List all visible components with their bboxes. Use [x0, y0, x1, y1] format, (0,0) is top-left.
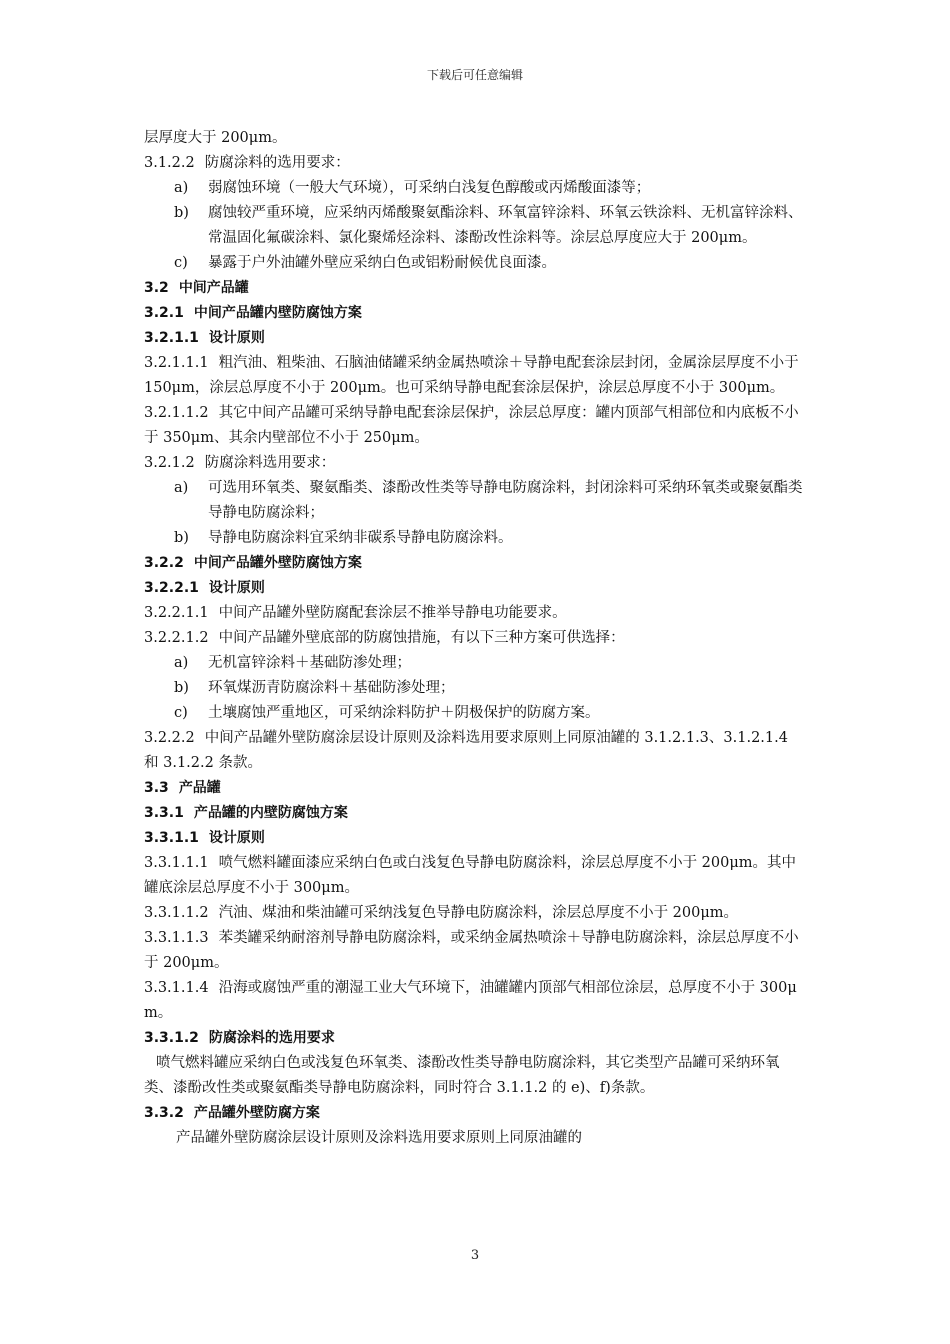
clause-text: 粗汽油、粗柴油、石脑油储罐采纳金属热喷涂＋导静电配套涂层封闭，金属涂层厚度不小于 150μm，涂层总厚度不小于 200μm。也可采纳导静电配套涂层保护，涂层总厚度不小于 300μm。 [144, 355, 799, 396]
heading-3-2 [144, 276, 806, 301]
clause-number: 3.2.2.1.1 [144, 605, 209, 621]
clause-3-2-2-1-2 [144, 626, 806, 651]
heading-number: 3.2.1.1 [144, 330, 199, 346]
clause-number: 3.2.1.2 [144, 455, 195, 471]
list-item [144, 251, 806, 276]
heading-text: 设计原则 [208, 580, 265, 596]
list-item [144, 201, 806, 251]
clause-number: 3.2.2.2 [144, 730, 195, 746]
heading-number: 3.2.2 [144, 555, 184, 571]
heading-3-3-1-1 [144, 826, 806, 851]
heading-number: 3.3.1 [144, 805, 184, 821]
page-number: 3 [470, 1248, 480, 1263]
clause-number: 3.2.1.1.1 [144, 355, 209, 371]
heading-number: 3.2.2.1 [144, 580, 199, 596]
clause-3-2-2-1-1 [144, 601, 806, 626]
heading-text: 设计原则 [208, 830, 265, 846]
heading-text: 防腐涂料的选用要求 [208, 1030, 335, 1046]
heading-3-2-2-1 [144, 576, 806, 601]
list-text: 导静电防腐涂料宜采纳非碳系导静电防腐涂料。 [208, 530, 513, 546]
list-label: b) [174, 680, 189, 696]
heading-text: 设计原则 [208, 330, 265, 346]
heading-3-2-2 [144, 551, 806, 576]
list-label: a) [174, 655, 189, 671]
clause-3-3-1-1-3 [144, 926, 806, 976]
clause-text: 防腐涂料的选用要求： [204, 155, 350, 171]
heading-number: 3.3 [144, 780, 169, 796]
list-text: 环氧煤沥青防腐涂料＋基础防渗处理； [208, 680, 455, 696]
heading-3-3-2 [144, 1101, 806, 1126]
list-text: 弱腐蚀环境（一般大气环境），可采纳白浅复色醇酸或丙烯酸面漆等； [208, 180, 651, 196]
heading-3-3-1-2 [144, 1026, 806, 1051]
clause-3-1-2-2 [144, 151, 806, 176]
heading-number: 3.3.2 [144, 1105, 184, 1121]
list-item [144, 526, 806, 551]
clause-text: 其它中间产品罐可采纳导静电配套涂层保护，涂层总厚度：罐内顶部气相部位和内底板不小于 350μm、其余内壁部位不小于 250μm。 [144, 405, 799, 446]
paragraph: 层厚度大于 200μm。 [144, 130, 287, 146]
heading-text: 中间产品罐内壁防腐蚀方案 [193, 305, 362, 321]
clause-number: 3.3.1.1.3 [144, 930, 209, 946]
heading-number: 3.3.1.1 [144, 830, 199, 846]
list-label: c) [174, 705, 188, 721]
clause-text: 沿海或腐蚀严重的潮湿工业大气环境下，油罐罐内顶部气相部位涂层，总厚度不小于 300μm。 [144, 980, 797, 1021]
clause-text: 中间产品罐外壁防腐配套涂层不推举导静电功能要求。 [218, 605, 567, 621]
list-label: c) [174, 255, 188, 271]
list-text: 土壤腐蚀严重地区，可采纳涂料防护＋阴极保护的防腐方案。 [208, 705, 600, 721]
clause-3-2-1-1-1 [144, 351, 806, 401]
heading-number: 3.3.1.2 [144, 1030, 199, 1046]
heading-3-3 [144, 776, 806, 801]
heading-text: 产品罐的内壁防腐蚀方案 [193, 805, 348, 821]
list-label: a) [174, 180, 189, 196]
list-text: 无机富锌涂料＋基础防渗处理； [208, 655, 411, 671]
clause-number: 3.3.1.1.4 [144, 980, 209, 996]
heading-text: 产品罐外壁防腐方案 [193, 1105, 320, 1121]
page-header: 下载后可任意编辑 [426, 68, 523, 82]
heading-text: 中间产品罐外壁防腐蚀方案 [193, 555, 362, 571]
clause-3-2-1-1-2 [144, 401, 806, 451]
heading-3-3-1 [144, 801, 806, 826]
list-item [144, 651, 806, 676]
clause-3-2-2-2 [144, 726, 806, 776]
heading-text: 产品罐 [178, 780, 221, 796]
list-text: 腐蚀较严重环境，应采纳丙烯酸聚氨酯涂料、环氧富锌涂料、环氧云铁涂料、无机富锌涂料、常温固化氟碳涂料、氯化聚烯烃涂料、漆酚改性涂料等。涂层总厚度应大于 200μm。 [208, 205, 803, 246]
heading-text: 中间产品罐 [178, 280, 249, 296]
document-body [144, 126, 806, 1151]
clause-text: 汽油、煤油和柴油罐可采纳浅复色导静电防腐涂料，涂层总厚度不小于 200μm。 [218, 905, 739, 921]
clause-3-3-1-1-2 [144, 901, 806, 926]
clause-text: 中间产品罐外壁防腐涂层设计原则及涂料选用要求原则上同原油罐的 3.1.2.1.3、3.1.2.1.4 和 3.1.2.2 条款。 [144, 730, 788, 771]
list-item [144, 676, 806, 701]
heading-3-2-1 [144, 301, 806, 326]
list-item [144, 176, 806, 201]
clause-number: 3.2.2.1.2 [144, 630, 209, 646]
clause-text: 中间产品罐外壁底部的防腐蚀措施，有以下三种方案可供选择： [218, 630, 625, 646]
list-label: b) [174, 205, 189, 221]
heading-number: 3.2 [144, 280, 169, 296]
clause-number: 3.3.1.1.1 [144, 855, 209, 871]
clause-3-2-1-2 [144, 451, 806, 476]
list-label: b) [174, 530, 189, 546]
clause-number: 3.3.1.1.2 [144, 905, 209, 921]
heading-3-2-1-1 [144, 326, 806, 351]
list-text: 可选用环氧类、聚氨酯类、漆酚改性类等导静电防腐涂料，封闭涂料可采纳环氧类或聚氨酯类导静电防腐涂料； [208, 480, 803, 521]
list-label: a) [174, 480, 189, 496]
list-item [144, 701, 806, 726]
paragraph: 产品罐外壁防腐涂层设计原则及涂料选用要求原则上同原油罐的 [176, 1130, 582, 1146]
clause-text: 苯类罐采纳耐溶剂导静电防腐涂料，或采纳金属热喷涂＋导静电防腐涂料，涂层总厚度不小于 200μm。 [144, 930, 799, 971]
clause-3-3-1-1-1 [144, 851, 806, 901]
list-item [144, 476, 806, 526]
clause-text: 防腐涂料选用要求： [204, 455, 336, 471]
paragraph: 喷气燃料罐应采纳白色或浅复色环氧类、漆酚改性类导静电防腐涂料，其它类型产品罐可采纳环氧类、漆酚改性类或聚氨酯类导静电防腐涂料，同时符合 3.1.1.2 的 e)、f)条款。 [144, 1055, 780, 1096]
list-text: 暴露于户外油罐外壁应采纳白色或铝粉耐候优良面漆。 [208, 255, 556, 271]
heading-number: 3.2.1 [144, 305, 184, 321]
clause-number: 3.1.2.2 [144, 155, 195, 171]
clause-text: 喷气燃料罐面漆应采纳白色或白浅复色导静电防腐涂料，涂层总厚度不小于 200μm。其中罐底涂层总厚度不小于 300μm。 [144, 855, 797, 896]
clause-3-3-1-1-4 [144, 976, 806, 1026]
clause-number: 3.2.1.1.2 [144, 405, 209, 421]
